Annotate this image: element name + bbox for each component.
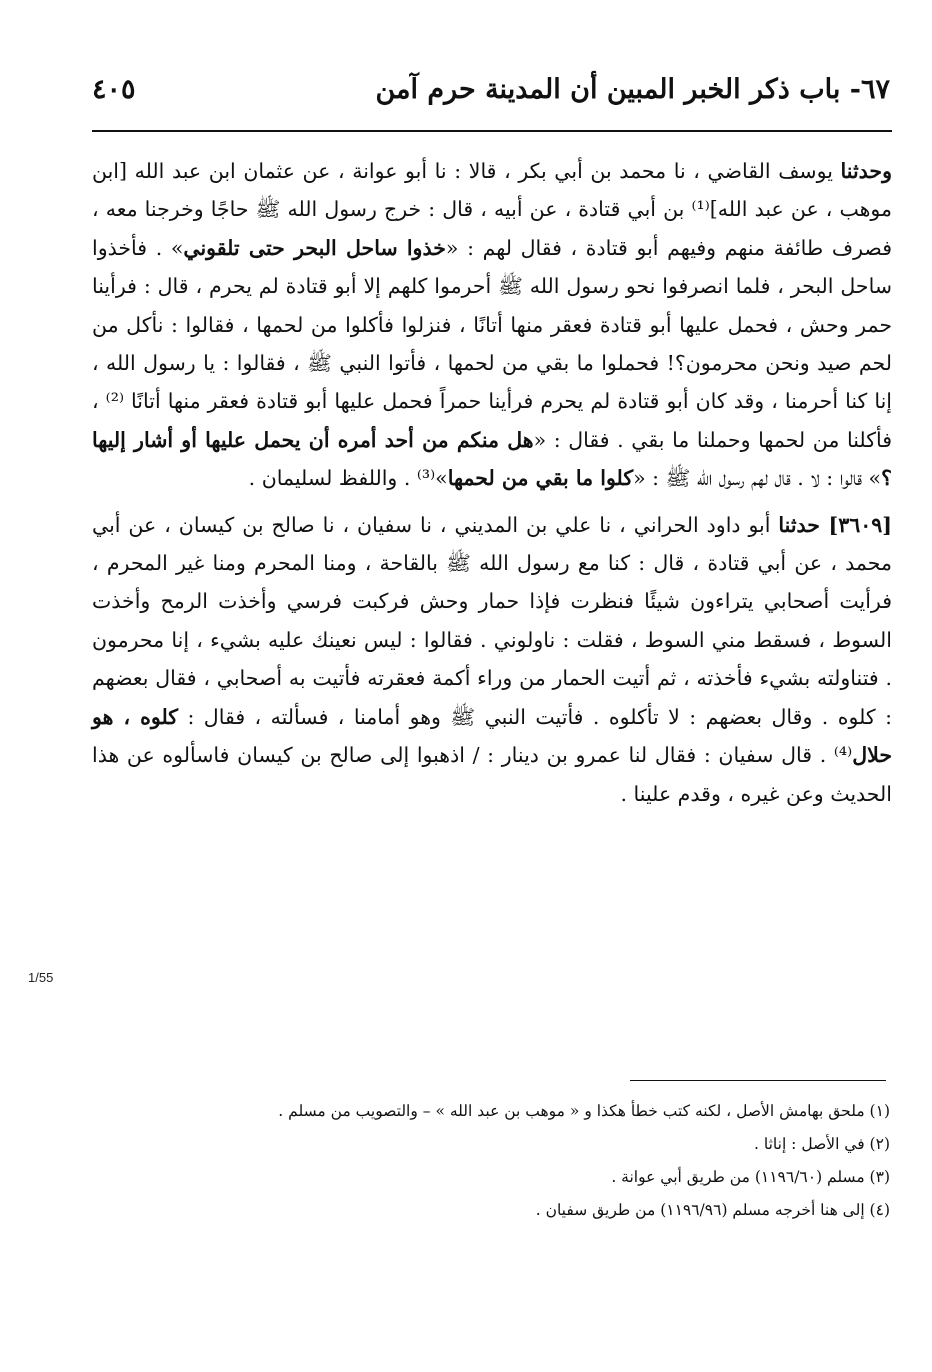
hadith-number-opener: [٣٦٠٩] حدثنا (778, 512, 892, 537)
prophet-quote: هل منكم من أحد أمره أن يحمل عليها أو أشار إليها ؟ (92, 427, 892, 491)
hadith-paragraph-2 (92, 506, 892, 813)
prophet-quote: كلوا ما بقي من لحمها (447, 466, 634, 491)
footnotes (92, 1097, 890, 1229)
paragraph-text: يوسف القاضي ، نا محمد بن أبي بكر ، قالا : نا أبو عوانة ، عن عثمان ابن عبد الله [ابن موهب ، عن عبد الله]⁽¹⁾ بن أبي قتادة ، عن أبيه ، قال : خرج رسول الله ﷺ حاجًا وخرجنا معه ، فصرف طائفة منهم وفيهم أبو قتادة ، فقال لهم : « (92, 159, 892, 260)
page-number: ٤٠٥ (92, 74, 136, 105)
paragraph-text: ⁽⁴⁾ . قال سفيان : فقال لنا عمرو بن دينار : / اذهبوا إلى صالح بن كيسان فاسألوه عن هذا الحديث وعن غيره ، وقدم علينا . (92, 743, 892, 806)
header-divider (92, 130, 892, 132)
main-text (92, 152, 892, 813)
prophet-quote: كلوه ، هو حلال (92, 704, 892, 768)
footnote: (٢) في الأصل : إناثا . (754, 1135, 890, 1153)
running-title: ٦٧- باب ذكر الخبر المبين أن المدينة حرم آمن (375, 74, 890, 105)
paragraph-text: » . فأخذوا ساحل البحر ، فلما انصرفوا نحو رسول الله ﷺ أحرموا كلهم إلا أبو قتادة لم يحرم ، قال : فرأينا حمر وحش ، فحمل عليها أبو قتادة فعقر منها أتانًا ، فنزلوا فأكلوا من لحمها ، فقالوا : نأكل من لحم صيد ونحن محرمون؟! فحملوا ما بقي من لحمها ، فأتوا النبي ﷺ ، فقالوا : يا رسول الله ، إنا كنا أحرمنا ، وقد كان أبو قتادة لم يحرم فرأينا حمراً فحمل عليها أبو قتادة فعقر منها أتانًا ⁽²⁾ ، فأكلنا من لحمها وحملنا ما بقي . فقال : « (92, 235, 893, 452)
hadith-paragraph-1 (92, 152, 892, 498)
footnote: (٤) إلى هنا أخرجه مسلم (١١٩٦/٩٦) من طريق سفيان . (535, 1201, 890, 1219)
footnote: (١) ملحق بهامش الأصل ، لكنه كتب خطأ هكذا و « موهب بن عبد الله » – والتصويب من مسلم . (278, 1102, 890, 1120)
footnote: (٣) مسلم (١١٩٦/٦٠) من طريق أبي عوانة . (611, 1168, 890, 1186)
prophet-quote: خذوا ساحل البحر حتى تلقوني (183, 235, 446, 260)
paragraph-text: » قالوا : لا . قال لهم رسول الله ﷺ : « (633, 466, 882, 491)
page-header (92, 70, 890, 120)
narration-opener: وحدثنا (840, 159, 892, 183)
paragraph-text: »⁽³⁾ . واللفظ لسليمان . (248, 466, 448, 491)
paragraph-text: أبو داود الحراني ، نا علي بن المديني ، نا سفيان ، نا صالح بن كيسان ، عن أبي محمد ، عن أبي قتادة ، قال : كنا مع رسول الله ﷺ بالقاحة ، ومنا المحرم ومنا غير المحرم ، فرأيت أصحابي يتراءون شيئًا فنظرت فإذا حمار وحش فركبت فرسي وأخذت الرمح وأخذت السوط ، فسقط مني السوط ، فقلت : ناولوني . فقالوا : ليس نعينك عليه بشيء ، إنا محرمون . فتناولته بشيء فأخذته ، ثم أتيت الحمار من وراء أكمة فعقرته فأتيت به أصحابي ، فقال بعضهم : كلوه . وقال بعضهم : لا تأكلوه . فأتيت النبي ﷺ وهو أمامنا ، فسألته ، فقال : (92, 512, 892, 729)
footnote-divider (630, 1080, 886, 1081)
margin-manuscript-ref: 1/55 (28, 970, 54, 985)
